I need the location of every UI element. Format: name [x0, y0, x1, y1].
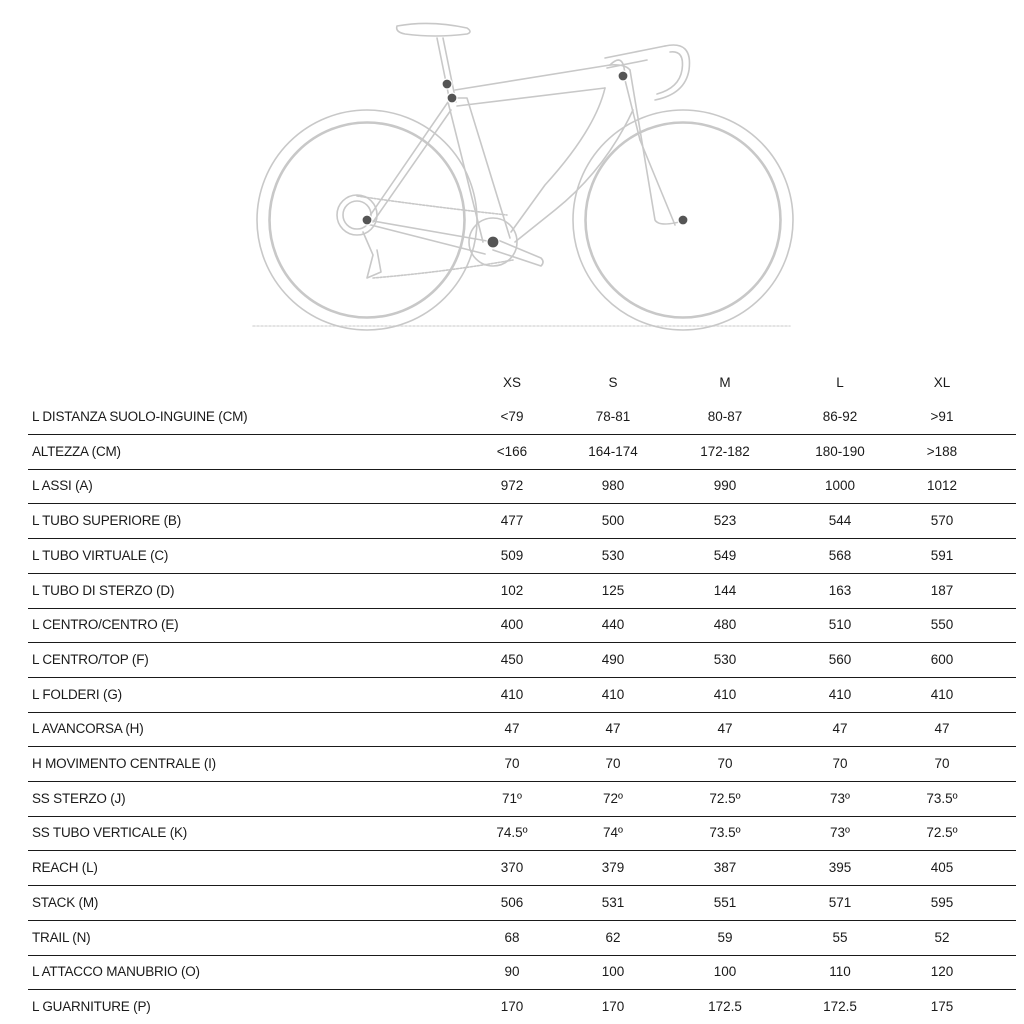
table-row [28, 469, 1016, 504]
table-cell: 110 [829, 964, 851, 980]
row-label: L GUARNITURE (P) [32, 998, 151, 1014]
table-cell: 62 [605, 929, 621, 945]
table-cell: 78-81 [595, 409, 631, 424]
table-cell: 71º [502, 790, 522, 806]
table-row [28, 608, 1016, 643]
row-label: L ASSI (A) [32, 478, 93, 494]
table-cell: <166 [496, 443, 528, 459]
table-cell: 509 [500, 547, 524, 563]
table-cell: 550 [930, 617, 954, 633]
table-cell: 73º [830, 825, 850, 841]
table-cell: 523 [713, 513, 737, 529]
table-row [28, 435, 1016, 470]
table-cell: 163 [828, 582, 852, 598]
table-cell: 980 [601, 478, 625, 494]
size-header-xl: XL [933, 375, 951, 390]
table-cell: 120 [930, 964, 954, 980]
table-cell: 387 [713, 860, 737, 876]
table-cell: 70 [934, 756, 950, 771]
table-cell: <79 [500, 409, 524, 424]
table-row [28, 574, 1016, 609]
table-cell: 55 [832, 929, 848, 945]
table-cell: 544 [828, 513, 852, 529]
row-label: L CENTRO/CENTRO (E) [32, 617, 179, 633]
row-label: L DISTANZA SUOLO-INGUINE (CM) [32, 409, 248, 424]
table-cell: 571 [828, 894, 852, 910]
table-cell: 47 [504, 721, 520, 737]
table-cell: 170 [601, 998, 625, 1014]
table-cell: 172.5 [823, 998, 857, 1014]
table-cell: 47 [934, 721, 950, 737]
table-cell: 595 [930, 894, 954, 910]
table-cell: 187 [930, 582, 954, 598]
row-label: REACH (L) [32, 860, 98, 876]
table-cell: 410 [601, 686, 625, 702]
table-cell: 551 [713, 894, 737, 910]
table-cell: 80-87 [707, 409, 743, 424]
row-label: STACK (M) [32, 894, 99, 910]
table-cell: 102 [500, 582, 524, 598]
table-cell: 549 [713, 547, 737, 563]
table-cell: 370 [500, 860, 524, 876]
table-cell: 70 [717, 756, 733, 771]
table-cell: 86-92 [822, 409, 858, 424]
table-row [28, 921, 1016, 956]
row-label: ALTEZZA (CM) [32, 443, 121, 459]
table-cell: 72.5º [709, 790, 741, 806]
table-row [28, 851, 1016, 886]
table-cell: 72.5º [926, 825, 958, 841]
table-cell: 440 [601, 617, 625, 633]
table-cell: 74º [603, 825, 623, 841]
table-cell: 570 [930, 513, 954, 529]
size-header-l: L [836, 375, 844, 390]
table-cell: 506 [500, 894, 524, 910]
table-cell: 990 [713, 478, 737, 494]
row-label: L CENTRO/TOP (F) [32, 651, 149, 667]
table-cell: 47 [832, 721, 848, 737]
table-row [28, 643, 1016, 678]
table-cell: 450 [500, 651, 524, 667]
table-cell: 379 [601, 860, 625, 876]
table-cell: 73.5º [709, 825, 741, 841]
row-label: L FOLDERI (G) [32, 686, 122, 702]
table-cell: 73º [830, 790, 850, 806]
table-row [28, 816, 1016, 851]
table-cell: 568 [828, 547, 852, 563]
bike-geometry-illustration [245, 10, 805, 340]
table-cell: 480 [713, 617, 737, 633]
row-label: SS STERZO (J) [32, 790, 126, 806]
table-row [28, 539, 1016, 574]
table-cell: 90 [504, 964, 520, 980]
table-cell: 591 [930, 547, 954, 563]
table-cell: 172-182 [700, 443, 750, 459]
table-cell: 68 [504, 929, 520, 945]
table-cell: 73.5º [926, 790, 958, 806]
table-row [28, 747, 1016, 782]
table-cell: 531 [601, 894, 625, 910]
table-cell: 72º [603, 790, 623, 806]
table-cell: 530 [713, 651, 737, 667]
table-cell: 144 [713, 582, 737, 598]
table-cell: 600 [930, 651, 954, 667]
table-cell: 410 [828, 686, 852, 702]
table-cell: 1000 [824, 478, 856, 494]
table-cell: 100 [601, 964, 625, 980]
row-label: L AVANCORSA (H) [32, 721, 144, 737]
row-label: L TUBO VIRTUALE (C) [32, 547, 169, 563]
table-cell: 47 [605, 721, 621, 737]
size-header-s: S [608, 375, 618, 390]
row-label: L TUBO SUPERIORE (B) [32, 513, 182, 529]
row-label: SS TUBO VERTICALE (K) [32, 825, 188, 841]
table-cell: 410 [930, 686, 954, 702]
table-cell: 100 [713, 964, 737, 980]
table-row [28, 678, 1016, 713]
table-cell: 70 [605, 756, 621, 771]
table-cell: 405 [930, 860, 954, 876]
table-cell: 172.5 [708, 998, 742, 1014]
table-cell: 180-190 [815, 443, 865, 459]
table-cell: 395 [828, 860, 852, 876]
row-label: L TUBO DI STERZO (D) [32, 582, 175, 598]
size-header-xs: XS [502, 375, 521, 390]
row-label: H MOVIMENTO CENTRALE (I) [32, 756, 216, 771]
table-row [28, 504, 1016, 539]
table-cell: 125 [601, 582, 625, 598]
table-cell: >91 [930, 409, 954, 424]
table-row [28, 712, 1016, 747]
table-cell: 175 [930, 998, 954, 1014]
table-cell: >188 [926, 443, 958, 459]
table-cell: 400 [500, 617, 524, 633]
table-cell: 74.5º [496, 825, 528, 841]
table-cell: 477 [500, 513, 524, 529]
row-label: L ATTACCO MANUBRIO (O) [32, 964, 200, 980]
table-cell: 70 [504, 756, 520, 771]
table-cell: 972 [500, 478, 524, 494]
table-cell: 52 [934, 929, 950, 945]
table-cell: 560 [828, 651, 852, 667]
size-header-row [28, 366, 1016, 400]
table-cell: 1012 [926, 478, 958, 494]
table-row [28, 886, 1016, 921]
table-cell: 510 [828, 617, 852, 633]
table-row [28, 955, 1016, 990]
table-cell: 59 [717, 929, 733, 945]
table-row [28, 782, 1016, 817]
table-row [28, 990, 1016, 1024]
table-cell: 410 [500, 686, 524, 702]
table-cell: 164-174 [588, 443, 638, 459]
row-label: TRAIL (N) [32, 929, 91, 945]
table-cell: 70 [832, 756, 848, 771]
size-header-m: M [719, 375, 731, 390]
table-cell: 530 [601, 547, 625, 563]
table-cell: 170 [500, 998, 524, 1014]
table-row [28, 400, 1016, 435]
table-cell: 410 [713, 686, 737, 702]
table-cell: 47 [717, 721, 733, 737]
table-cell: 490 [601, 651, 625, 667]
table-cell: 500 [601, 513, 625, 529]
